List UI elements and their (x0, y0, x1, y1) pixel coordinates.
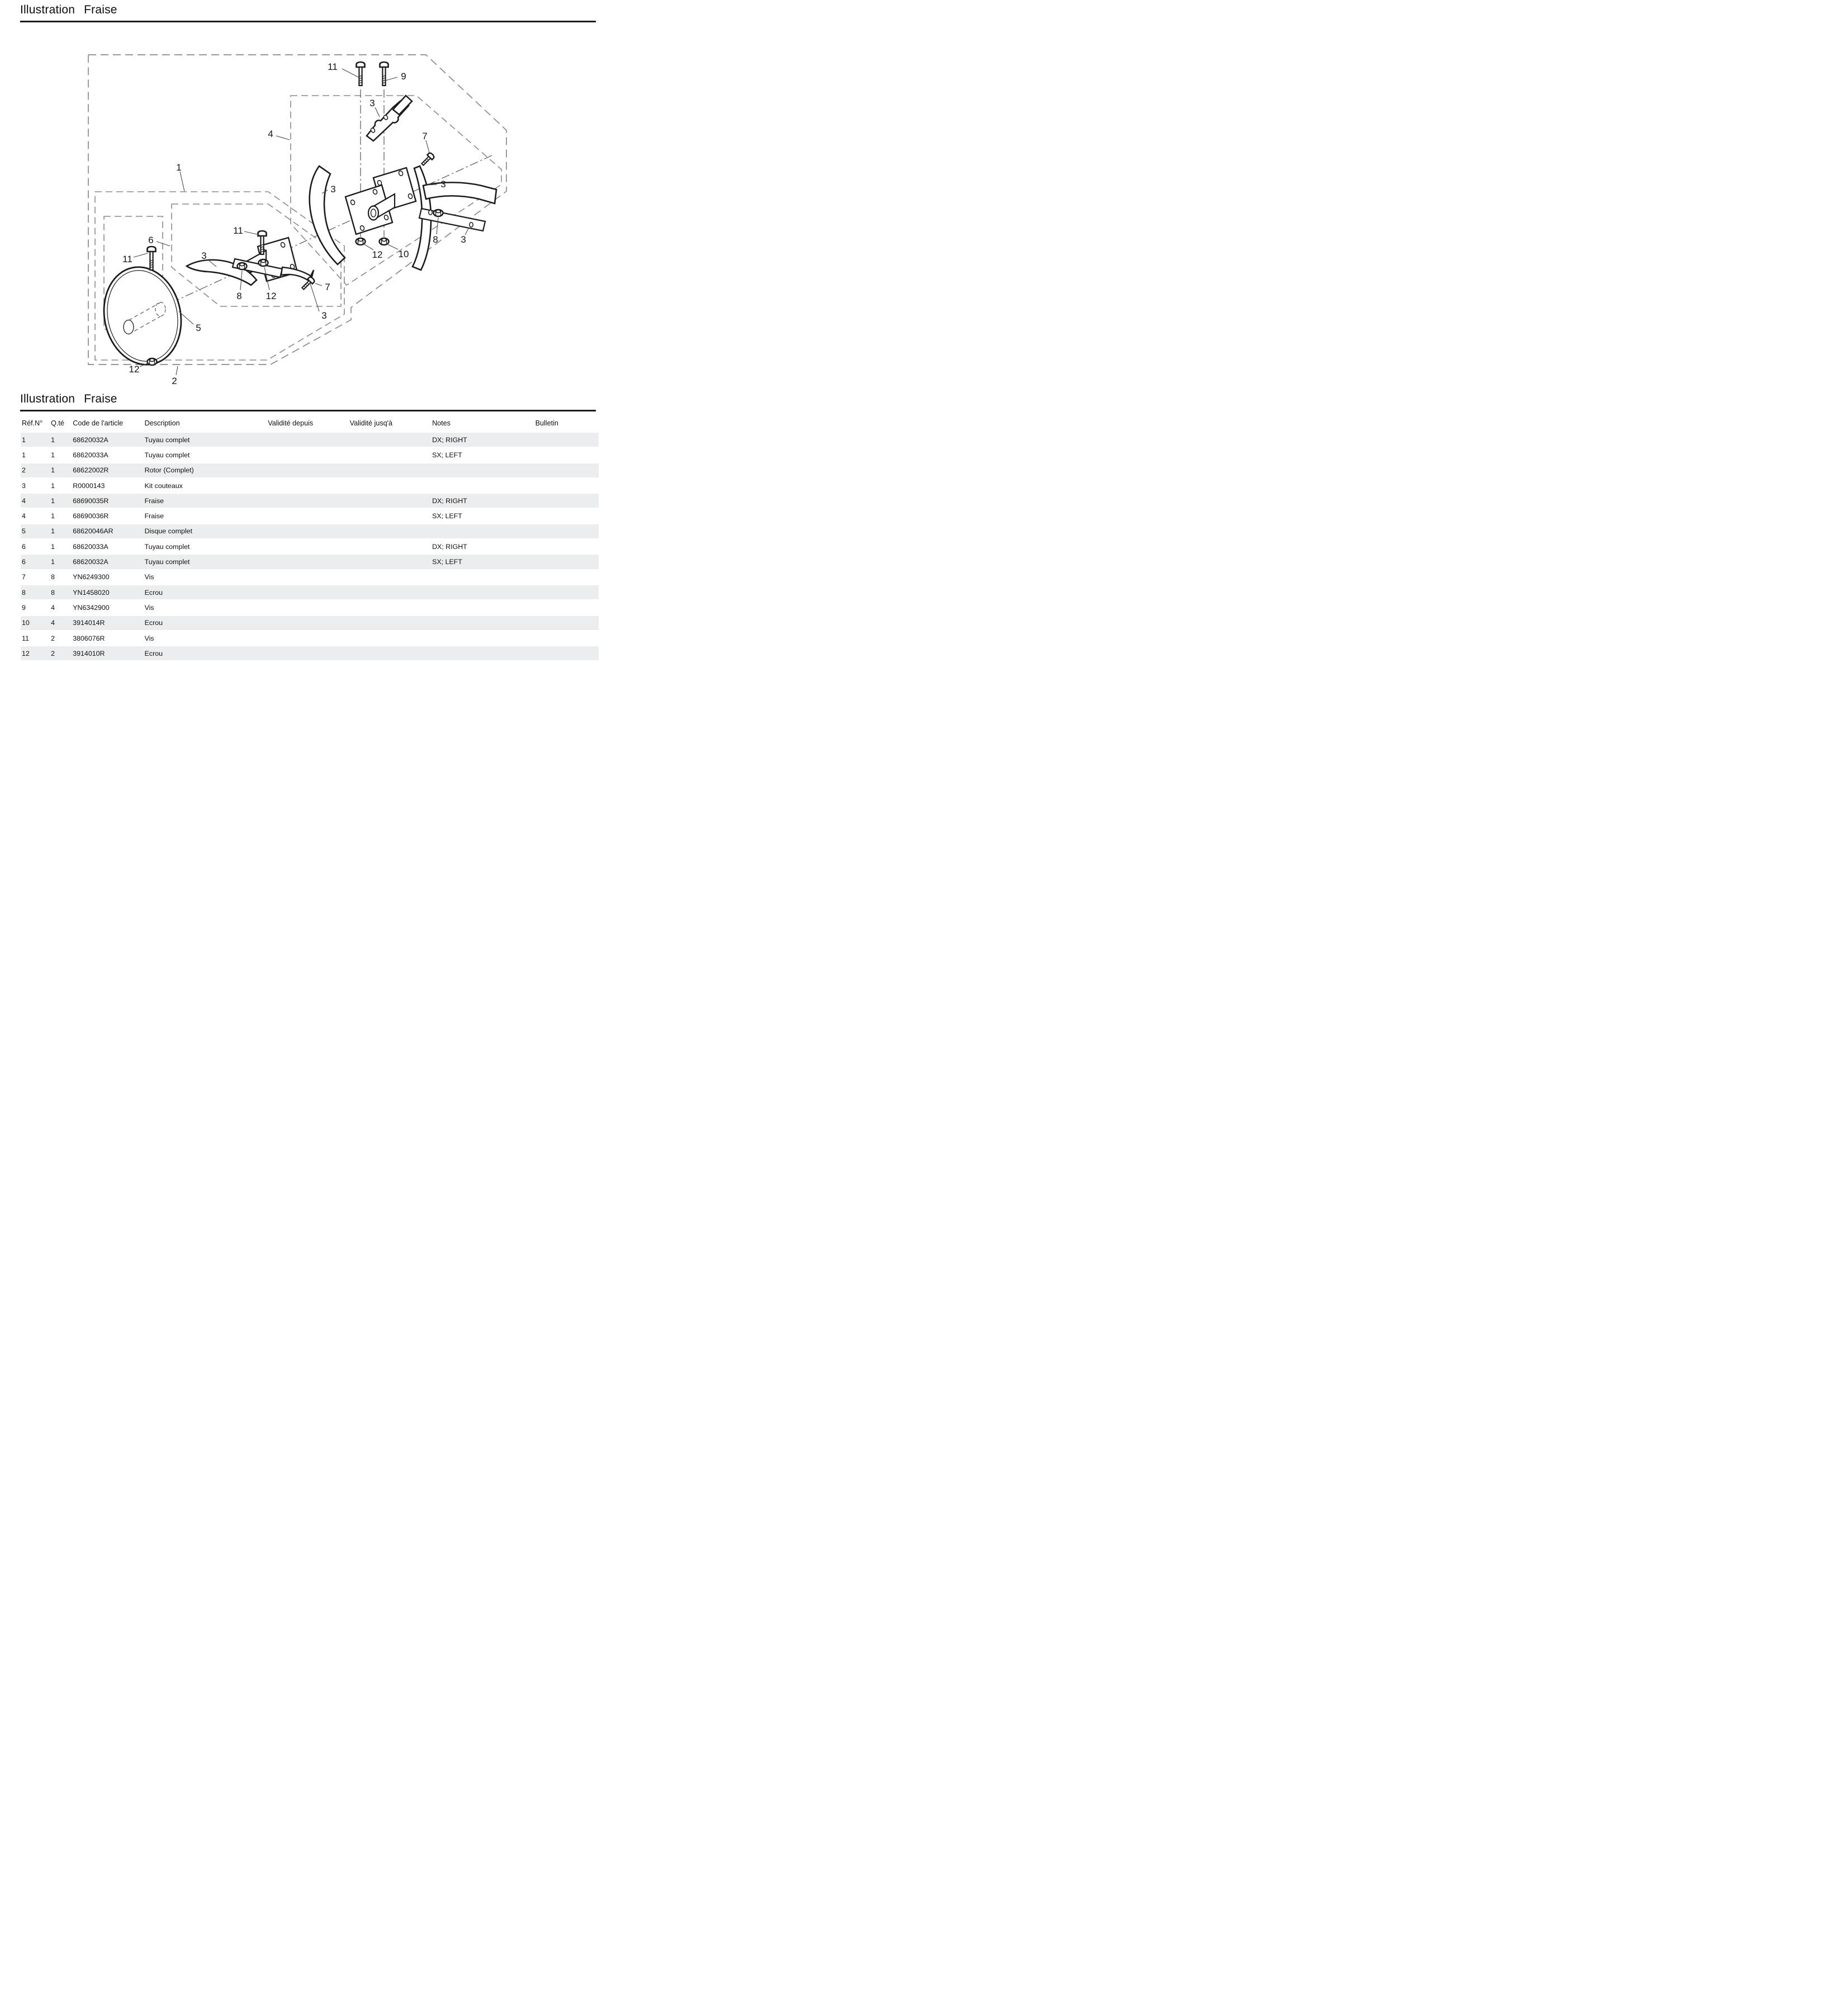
table-row (21, 570, 599, 585)
table-row (21, 585, 599, 600)
cell-valid_from (267, 646, 348, 661)
cell-description: Tuyau complet (144, 554, 267, 569)
bolt-9 (380, 62, 388, 86)
table-row (21, 433, 599, 447)
cell-code: R0000143 (72, 478, 143, 493)
cell-notes: SX; LEFT (431, 447, 534, 462)
bolt-11-left (148, 247, 156, 270)
cell-valid_to (349, 631, 431, 646)
cell-notes (431, 600, 534, 615)
cell-ref: 9 (21, 600, 50, 615)
cell-qty: 2 (50, 631, 72, 646)
cell-valid_from (267, 616, 348, 631)
header-valid-to: Validité jusq'à (349, 419, 393, 427)
nut-12-left (148, 358, 157, 365)
table-row (21, 600, 599, 615)
header-notes: Notes (432, 419, 451, 427)
cell-ref: 12 (21, 646, 50, 661)
callout-2: 2 (172, 376, 177, 386)
cell-ref: 4 (21, 508, 50, 523)
cell-bulletin (534, 570, 599, 585)
cell-description: Fraise (144, 493, 267, 508)
callout-1: 1 (176, 162, 182, 173)
table-row (21, 616, 599, 631)
callout-4: 4 (268, 129, 273, 139)
cell-qty: 4 (50, 616, 72, 631)
cell-bulletin (534, 600, 599, 615)
cell-description: Tuyau complet (144, 447, 267, 462)
table-row (21, 493, 599, 508)
table-row (21, 554, 599, 569)
cell-code: YN6249300 (72, 570, 143, 585)
cell-qty: 1 (50, 524, 72, 539)
cell-valid_to (349, 493, 431, 508)
cell-notes: DX; RIGHT (431, 433, 534, 447)
callout-12-upper: 12 (372, 249, 383, 260)
cell-notes (431, 646, 534, 661)
cell-description: Disque complet (144, 524, 267, 539)
cell-notes (431, 616, 534, 631)
cell-valid_from (267, 570, 348, 585)
page-title: Illustration Fraise (20, 3, 117, 16)
disc-part (95, 260, 190, 372)
table-row (21, 631, 599, 646)
nut-10 (380, 238, 389, 245)
cell-code: 68690036R (72, 508, 143, 523)
callout-8-upper: 8 (433, 234, 438, 245)
upper-band-blade (423, 182, 496, 203)
parts-list-section (0, 392, 616, 661)
header-description: Description (144, 419, 180, 427)
cell-notes (431, 631, 534, 646)
cell-notes: SX; LEFT (431, 508, 534, 523)
callout-12-middle: 12 (266, 291, 277, 301)
cell-code: 68620046AR (72, 524, 143, 539)
cell-description: Ecrou (144, 646, 267, 661)
cell-notes: DX; RIGHT (431, 539, 534, 554)
table-row (21, 646, 599, 661)
cell-code: 68620033A (72, 447, 143, 462)
cell-notes (431, 463, 534, 478)
header-code: Code de l'article (73, 419, 124, 427)
cell-valid_from (267, 447, 348, 462)
table-row (21, 539, 599, 554)
cell-valid_to (349, 646, 431, 661)
cell-notes (431, 570, 534, 585)
callout-12-left: 12 (129, 364, 140, 375)
nut-12-middle (259, 259, 268, 266)
cell-qty: 1 (50, 493, 72, 508)
cell-code: 3914014R (72, 616, 143, 631)
cell-valid_from (267, 478, 348, 493)
cell-valid_from (267, 433, 348, 447)
cell-bulletin (534, 554, 599, 569)
cell-valid_to (349, 600, 431, 615)
table-row (21, 463, 599, 478)
cell-bulletin (534, 463, 599, 478)
callout-3-mid-lower: 3 (321, 310, 327, 321)
section-rule (20, 410, 596, 411)
cell-description: Fraise (144, 508, 267, 523)
cell-description: Ecrou (144, 585, 267, 600)
cell-qty: 1 (50, 463, 72, 478)
cell-qty: 8 (50, 585, 72, 600)
cell-qty: 1 (50, 508, 72, 523)
upper-left-blade (310, 166, 345, 264)
cell-qty: 2 (50, 646, 72, 661)
cell-code: 68620032A (72, 433, 143, 447)
cell-code: 3914010R (72, 646, 143, 661)
cell-bulletin (534, 433, 599, 447)
cell-description: Tuyau complet (144, 539, 267, 554)
cell-valid_from (267, 631, 348, 646)
cell-bulletin (534, 646, 599, 661)
cell-valid_to (349, 447, 431, 462)
cell-description: Tuyau complet (144, 433, 267, 447)
cell-bulletin (534, 616, 599, 631)
parts-table (21, 419, 599, 661)
callout-3-knife: 3 (369, 98, 375, 108)
exploded-diagram (0, 26, 616, 392)
cell-ref: 2 (21, 463, 50, 478)
cell-description: Vis (144, 600, 267, 615)
cell-qty: 4 (50, 600, 72, 615)
cell-code: 68620032A (72, 554, 143, 569)
cell-bulletin (534, 585, 599, 600)
cell-ref: 6 (21, 554, 50, 569)
cell-valid_to (349, 585, 431, 600)
cell-ref: 10 (21, 616, 50, 631)
cell-valid_to (349, 524, 431, 539)
cell-ref: 5 (21, 524, 50, 539)
callout-11-left: 11 (122, 254, 132, 264)
cell-ref: 1 (21, 433, 50, 447)
cell-bulletin (534, 447, 599, 462)
callout-3-left-blade: 3 (330, 184, 336, 195)
cell-bulletin (534, 478, 599, 493)
cell-qty: 1 (50, 433, 72, 447)
cell-code: 3806076R (72, 631, 143, 646)
cell-valid_from (267, 463, 348, 478)
cell-ref: 4 (21, 493, 50, 508)
table-row (21, 508, 599, 523)
bolt-11-top (357, 62, 365, 86)
cell-valid_to (349, 463, 431, 478)
callout-11-top: 11 (328, 61, 338, 72)
cell-valid_from (267, 508, 348, 523)
cell-description: Rotor (Complet) (144, 463, 267, 478)
cell-description: Kit couteaux (144, 478, 267, 493)
cell-notes (431, 478, 534, 493)
header-qty: Q.té (51, 419, 64, 427)
cell-valid_from (267, 539, 348, 554)
callout-3-mid-blade: 3 (201, 250, 207, 261)
cell-notes: SX; LEFT (431, 554, 534, 569)
cell-qty: 1 (50, 539, 72, 554)
cell-ref: 11 (21, 631, 50, 646)
cell-valid_to (349, 554, 431, 569)
cell-ref: 3 (21, 478, 50, 493)
callout-8-middle: 8 (236, 291, 242, 301)
callout-leaders (134, 69, 469, 375)
cell-valid_from (267, 600, 348, 615)
callout-3-right-blade: 3 (440, 179, 446, 190)
bolt-7-upper (420, 152, 435, 167)
callout-3-upper-bar: 3 (461, 234, 466, 245)
section-title: Illustration Fraise (20, 392, 117, 405)
callout-10: 10 (398, 249, 409, 259)
cell-valid_to (349, 570, 431, 585)
cell-ref: 1 (21, 447, 50, 462)
callout-7-middle: 7 (325, 282, 330, 292)
cell-notes: DX; RIGHT (431, 493, 534, 508)
cell-bulletin (534, 524, 599, 539)
cell-valid_from (267, 554, 348, 569)
title-rule (20, 21, 596, 22)
cell-code: 68620033A (72, 539, 143, 554)
cell-description: Ecrou (144, 616, 267, 631)
callout-11-middle: 11 (233, 225, 243, 236)
cell-valid_to (349, 508, 431, 523)
cell-bulletin (534, 508, 599, 523)
cell-valid_to (349, 539, 431, 554)
cell-bulletin (534, 539, 599, 554)
header-ref: Réf.N° (22, 419, 43, 427)
cell-valid_to (349, 478, 431, 493)
cell-valid_from (267, 585, 348, 600)
cell-code: YN6342900 (72, 600, 143, 615)
table-header-row (21, 419, 599, 433)
cell-bulletin (534, 493, 599, 508)
header-bulletin: Bulletin (535, 419, 558, 427)
diagram-svg (0, 26, 616, 392)
table-row (21, 524, 599, 539)
cell-bulletin (534, 631, 599, 646)
cell-qty: 1 (50, 554, 72, 569)
cell-valid_from (267, 493, 348, 508)
nut-8-middle (238, 263, 247, 269)
catalog-page (0, 0, 616, 669)
callout-6: 6 (148, 235, 154, 245)
table-row (21, 447, 599, 462)
cell-valid_to (349, 433, 431, 447)
cell-code: 68690035R (72, 493, 143, 508)
cell-description: Vis (144, 631, 267, 646)
cell-valid_from (267, 524, 348, 539)
cell-qty: 8 (50, 570, 72, 585)
header-valid-from: Validité depuis (268, 419, 314, 427)
bolt-7-middle (301, 276, 315, 291)
cell-ref: 7 (21, 570, 50, 585)
table-row (21, 478, 599, 493)
cell-valid_to (349, 616, 431, 631)
cell-ref: 8 (21, 585, 50, 600)
callout-9: 9 (401, 71, 406, 82)
callout-5: 5 (196, 323, 201, 333)
cell-notes (431, 524, 534, 539)
cell-qty: 1 (50, 447, 72, 462)
cell-qty: 1 (50, 478, 72, 493)
nut-8-upper (434, 210, 443, 216)
callout-7-upper: 7 (422, 131, 428, 141)
cell-notes (431, 585, 534, 600)
cell-description: Vis (144, 570, 267, 585)
cell-code: 68622002R (72, 463, 143, 478)
upper-flange-plates (345, 168, 416, 234)
cell-ref: 6 (21, 539, 50, 554)
cell-code: YN1458020 (72, 585, 143, 600)
